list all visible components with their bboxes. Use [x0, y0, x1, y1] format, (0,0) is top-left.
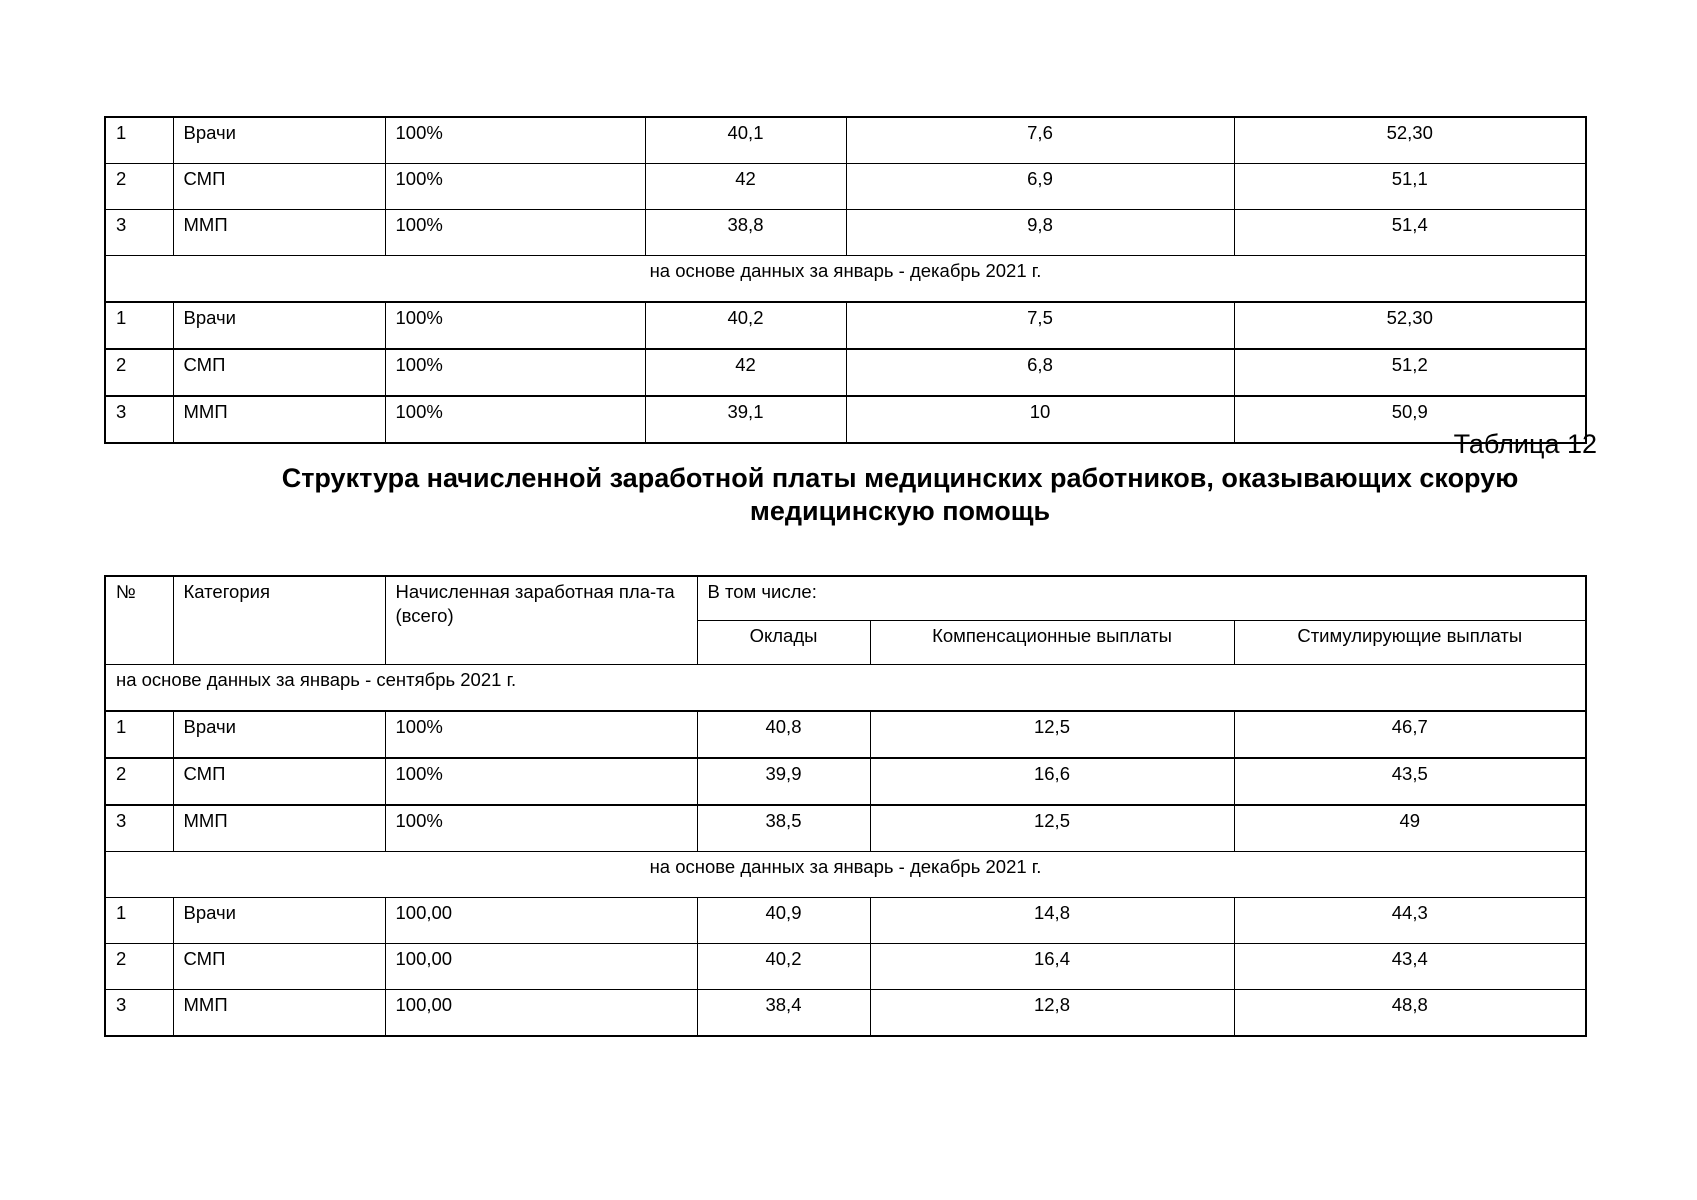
row-total: 100% [385, 758, 697, 805]
row-compensation: 7,5 [846, 302, 1234, 349]
table-row [105, 396, 1586, 443]
header-row [105, 576, 1586, 620]
row-compensation: 12,5 [870, 805, 1234, 852]
section-label: на основе данных за январь - декабрь 2021 г. [105, 851, 1586, 897]
row-category: СМП [173, 758, 385, 805]
row-total: 100,00 [385, 897, 697, 943]
table-row [105, 943, 1586, 989]
row-category: СМП [173, 349, 385, 396]
table-row [105, 164, 1586, 210]
table-title: Структура начисленной заработной платы медицинских работников, оказывающих скорую медицинскую помощь [281, 463, 1519, 526]
row-salary: 39,9 [697, 758, 870, 805]
table-12 [104, 575, 1587, 1037]
row-salary: 38,4 [697, 989, 870, 1036]
row-salary: 38,5 [697, 805, 870, 852]
row-category: Врачи [173, 117, 385, 164]
section-label: на основе данных за январь - декабрь 2021 г. [105, 256, 1586, 303]
row-number: 1 [105, 117, 173, 164]
row-stimulating: 52,30 [1234, 117, 1586, 164]
table-number: Таблица 12 [1453, 429, 1597, 459]
row-stimulating: 43,5 [1234, 758, 1586, 805]
row-salary: 38,8 [645, 210, 846, 256]
row-number: 3 [105, 396, 173, 443]
row-total: 100% [385, 164, 645, 210]
table-row [105, 711, 1586, 758]
table-row [105, 349, 1586, 396]
table-row [105, 302, 1586, 349]
header-total: Начисленная заработная пла-та (всего) [385, 576, 697, 664]
header-stimulating: Стимулирующие выплаты [1234, 620, 1586, 664]
row-category: СМП [173, 943, 385, 989]
row-category: Врачи [173, 897, 385, 943]
header-category: Категория [173, 576, 385, 664]
row-salary: 40,8 [697, 711, 870, 758]
row-category: Врачи [173, 302, 385, 349]
row-salary: 40,1 [645, 117, 846, 164]
row-category: ММП [173, 210, 385, 256]
row-category: ММП [173, 396, 385, 443]
row-stimulating: 51,2 [1234, 349, 1586, 396]
table-row [105, 117, 1586, 164]
table-row [105, 989, 1586, 1036]
row-stimulating: 44,3 [1234, 897, 1586, 943]
row-number: 3 [105, 210, 173, 256]
table-top [104, 116, 1587, 444]
row-compensation: 12,8 [870, 989, 1234, 1036]
header-number: № [105, 576, 173, 664]
row-compensation: 16,4 [870, 943, 1234, 989]
row-number: 3 [105, 805, 173, 852]
row-number: 2 [105, 758, 173, 805]
row-salary: 42 [645, 349, 846, 396]
row-category: Врачи [173, 711, 385, 758]
table-row [105, 897, 1586, 943]
row-stimulating: 46,7 [1234, 711, 1586, 758]
header-including: В том числе: [697, 576, 1586, 620]
row-compensation: 6,8 [846, 349, 1234, 396]
table-row [105, 210, 1586, 256]
row-number: 2 [105, 164, 173, 210]
header-compensation: Компенсационные выплаты [870, 620, 1234, 664]
section-label: на основе данных за январь - сентябрь 2021 г. [105, 664, 1586, 711]
row-salary: 39,1 [645, 396, 846, 443]
section-row [105, 851, 1586, 897]
row-category: СМП [173, 164, 385, 210]
row-compensation: 14,8 [870, 897, 1234, 943]
row-compensation: 12,5 [870, 711, 1234, 758]
row-total: 100% [385, 805, 697, 852]
row-compensation: 9,8 [846, 210, 1234, 256]
row-total: 100% [385, 117, 645, 164]
row-stimulating: 50,9 [1234, 396, 1586, 443]
row-salary: 40,2 [697, 943, 870, 989]
row-total: 100% [385, 349, 645, 396]
section-row [105, 664, 1586, 711]
row-category: ММП [173, 989, 385, 1036]
row-salary: 40,9 [697, 897, 870, 943]
row-category: ММП [173, 805, 385, 852]
table-row [105, 805, 1586, 852]
row-total: 100% [385, 210, 645, 256]
row-stimulating: 43,4 [1234, 943, 1586, 989]
row-stimulating: 52,30 [1234, 302, 1586, 349]
row-number: 3 [105, 989, 173, 1036]
row-stimulating: 48,8 [1234, 989, 1586, 1036]
header-salary: Оклады [697, 620, 870, 664]
row-number: 2 [105, 349, 173, 396]
row-compensation: 16,6 [870, 758, 1234, 805]
section-row [105, 256, 1586, 303]
row-total: 100% [385, 302, 645, 349]
table-row [105, 758, 1586, 805]
row-total: 100% [385, 396, 645, 443]
row-stimulating: 51,4 [1234, 210, 1586, 256]
row-number: 1 [105, 711, 173, 758]
row-stimulating: 49 [1234, 805, 1586, 852]
row-total: 100,00 [385, 989, 697, 1036]
row-number: 2 [105, 943, 173, 989]
row-number: 1 [105, 302, 173, 349]
row-total: 100,00 [385, 943, 697, 989]
row-compensation: 6,9 [846, 164, 1234, 210]
row-compensation: 7,6 [846, 117, 1234, 164]
row-salary: 40,2 [645, 302, 846, 349]
row-compensation: 10 [846, 396, 1234, 443]
row-total: 100% [385, 711, 697, 758]
row-stimulating: 51,1 [1234, 164, 1586, 210]
row-number: 1 [105, 897, 173, 943]
row-salary: 42 [645, 164, 846, 210]
